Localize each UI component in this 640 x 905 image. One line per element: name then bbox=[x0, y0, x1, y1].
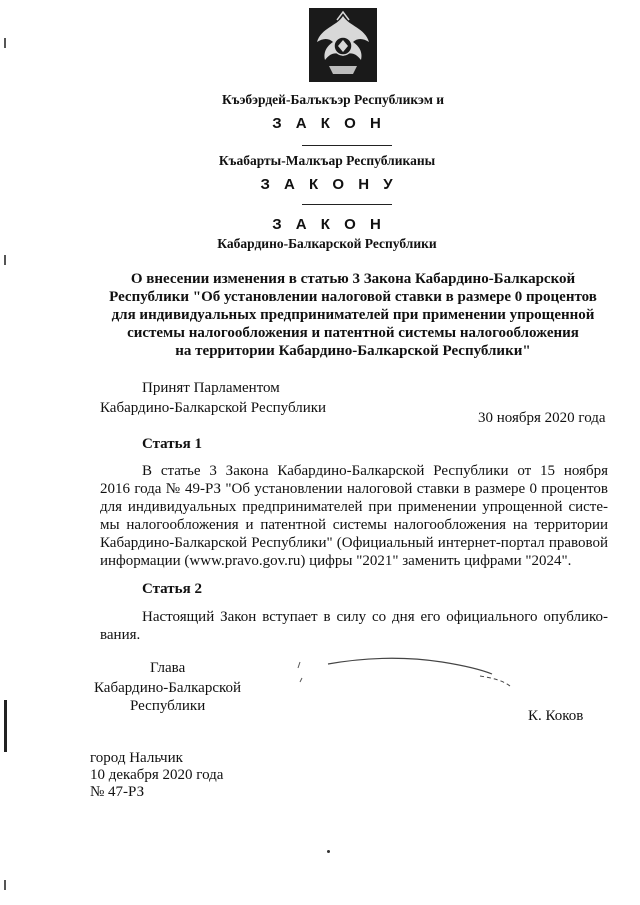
signatory-title-line-3: Республики bbox=[130, 698, 206, 714]
footer-law-number: № 47-РЗ bbox=[90, 784, 145, 800]
law-title-line: Республики "Об установлении налоговой ставки в размере 0 процентов bbox=[109, 289, 597, 305]
footer-date: 10 декабря 2020 года bbox=[90, 767, 224, 783]
article-2-heading: Статья 2 bbox=[142, 581, 202, 597]
law-title-line: системы налогообложения и патентной системы налогообложения bbox=[127, 325, 579, 341]
header-divider bbox=[302, 145, 392, 146]
scan-edge-mark bbox=[4, 38, 6, 48]
russian-header-line: Кабардино-Балкарской Республики bbox=[217, 236, 437, 251]
scan-edge-mark bbox=[4, 255, 6, 265]
signatory-name: К. Коков bbox=[528, 708, 584, 724]
adoption-line-1: Принят Парламентом bbox=[142, 380, 280, 396]
article-1-line: Кабардино-Балкарской Республики" (Официальный интернет-портал правовой bbox=[100, 535, 608, 551]
adoption-line-2: Кабардино-Балкарской Республики bbox=[100, 400, 327, 416]
law-title-line: на территории Кабардино-Балкарской Республики" bbox=[175, 343, 531, 359]
article-1-line: информации (www.pravo.gov.ru) цифры "2021" заменить цифрами "2024". bbox=[100, 553, 572, 569]
kabardian-header-line: Къэбэрдей-Балъкъэр Республикэм и bbox=[221, 92, 445, 107]
article-1-line: для индивидуальных предпринимателей при применении упрощенной систе- bbox=[100, 499, 608, 515]
signatory-title-line-2: Кабардино-Балкарской bbox=[94, 680, 242, 696]
adoption-date: 30 ноября 2020 года bbox=[478, 410, 606, 426]
law-title-line: О внесении изменения в статью 3 Закона Кабардино-Балкарской bbox=[130, 271, 576, 287]
article-1-line: 2016 года № 49-РЗ "Об установлении налоговой ставки в размере 0 процентов bbox=[100, 481, 608, 497]
article-2-line: Настоящий Закон вступает в силу со дня его официального опублико- bbox=[142, 609, 608, 625]
article-1-line: В статье 3 Закона Кабардино-Балкарской Республики от 15 ноября bbox=[142, 463, 608, 479]
article-2-text bbox=[100, 608, 608, 644]
law-title-line: для индивидуальных предпринимателей при применении упрощенной bbox=[111, 307, 595, 323]
scan-speck bbox=[327, 850, 330, 853]
balkar-header-line: Къабарты-Малкъар Республиканы bbox=[218, 153, 436, 168]
scan-edge-mark bbox=[4, 880, 6, 890]
balkar-law-heading: З А К О Н У bbox=[260, 176, 398, 193]
article-1-heading: Статья 1 bbox=[142, 436, 202, 452]
russian-law-heading: З А К О Н bbox=[272, 216, 386, 233]
article-1-text bbox=[100, 462, 608, 570]
article-1-line: мы налогообложения и патентной системы налогообложения на территории bbox=[100, 517, 608, 533]
kabardian-law-heading: З А К О Н bbox=[272, 115, 386, 132]
handwritten-signature bbox=[292, 652, 524, 696]
scan-edge-mark bbox=[4, 700, 7, 752]
footer-city: город Нальчик bbox=[90, 750, 183, 766]
law-title bbox=[98, 270, 608, 360]
signatory-title-line-1: Глава bbox=[150, 660, 186, 676]
article-2-line: вания. bbox=[100, 627, 141, 643]
coat-of-arms-emblem bbox=[307, 6, 379, 84]
header-divider bbox=[302, 204, 392, 205]
